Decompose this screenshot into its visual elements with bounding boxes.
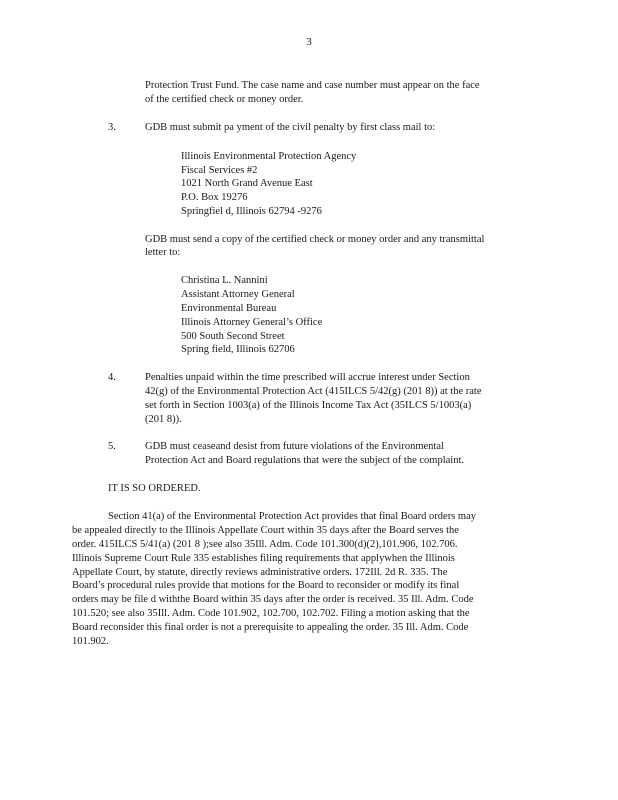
appeal-paragraph-line: Board reconsider this final order is not a prerequisite to appealing the order. 35 Ill. Adm. Code — [72, 622, 469, 633]
appeal-paragraph-line: order. 415ILCS 5/41(a) (201 8 );see also 35Ill. Adm. Code 101.300(d)(2),101.906, 102.706. — [72, 539, 458, 550]
copy-instruction-line-1: GDB must send a copy of the certified check or money order and any transmittal — [145, 234, 485, 245]
address-line: Christina L. Nannini — [181, 275, 268, 286]
ordered-statement: IT IS SO ORDERED. — [108, 483, 201, 494]
address-line: Assistant Attorney General — [181, 289, 295, 300]
item-5-number: 5. — [108, 441, 116, 452]
address-line: Spring field, Illinois 62706 — [181, 344, 295, 355]
page-number: 3 — [306, 36, 312, 48]
address-line: Springfiel d, Illinois 62794 -9276 — [181, 206, 322, 217]
item-4-line: (201 8)). — [145, 414, 182, 425]
address-line: Illinois Environmental Protection Agency — [181, 151, 357, 162]
appeal-paragraph-line: Board’s procedural rules provide that motions for the Board to reconsider or modify its final — [72, 580, 460, 591]
address-line: 500 South Second Street — [181, 331, 285, 342]
item-4-line: 42(g) of the Environmental Protection Act (415ILCS 5/42(g) (201 8)) at the rate — [145, 386, 482, 397]
appeal-paragraph-line: Section 41(a) of the Environmental Protection Act provides that final Board orders may — [108, 511, 476, 522]
address-line: Fiscal Services #2 — [181, 165, 258, 176]
copy-instruction-line-2: letter to: — [145, 247, 181, 258]
item-4-line: Penalties unpaid within the time prescribed will accrue interest under Section — [145, 372, 470, 383]
item-5-line: GDB must ceaseand desist from future violations of the Environmental — [145, 441, 444, 452]
item-5-line: Protection Act and Board regulations that were the subject of the complaint. — [145, 455, 464, 466]
appeal-paragraph-line: 101.902. — [72, 636, 109, 647]
continued-text-line-1: Protection Trust Fund. The case name and case number must appear on the face — [145, 80, 480, 91]
item-4-number: 4. — [108, 372, 116, 383]
appeal-paragraph-line: orders may be file d withthe Board within 35 days after the order is received. 35 Ill. Adm. Code — [72, 594, 474, 605]
item-3-number: 3. — [108, 122, 116, 133]
continued-text-line-2: of the certified check or money order. — [145, 94, 304, 105]
address-line: Environmental Bureau — [181, 303, 277, 314]
appeal-paragraph-line: Illinois Supreme Court Rule 335 establishes filing requirements that applywhen the Illinois — [72, 553, 455, 564]
item-3-text: GDB must submit pa yment of the civil penalty by first class mail to: — [145, 122, 436, 133]
address-line: Illinois Attorney General’s Office — [181, 317, 323, 328]
appeal-paragraph-line: 101.520; see also 35Ill. Adm. Code 101.902, 102.700, 102.702. Filing a motion asking that the — [72, 608, 470, 619]
appeal-paragraph-line: Appellate Court, by statute, directly reviews administrative orders. 172Ill. 2d R. 335. The — [72, 567, 448, 578]
appeal-paragraph-line: be appealed directly to the Illinois Appellate Court within 35 days after the Board serves the — [72, 525, 459, 536]
item-4-line: set forth in Section 1003(a) of the Illinois Income Tax Act (35ILCS 5/1003(a) — [145, 400, 472, 411]
address-line: P.O. Box 19276 — [181, 192, 248, 203]
address-line: 1021 North Grand Avenue East — [181, 178, 313, 189]
